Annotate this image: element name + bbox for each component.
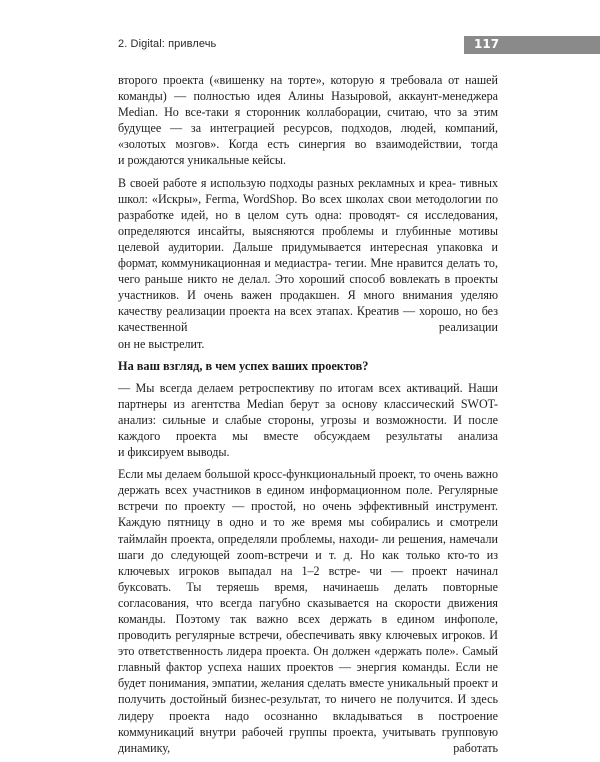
- text-line-last: и рождаются уникальные кейсы.: [118, 153, 287, 168]
- chapter-title: 2. Digital: привлечь: [118, 38, 217, 50]
- text-line: рабочей группы проекта, учитывать групповую динамику, работать: [118, 724, 498, 755]
- paragraph-3: [118, 380, 498, 460]
- text-line: желания сделать вместе уникальный проект и получить достойный: [118, 676, 498, 707]
- text-line: проектов — энергия команды. Если не будет понимания, эмпатии,: [118, 660, 498, 691]
- paragraph-2: [118, 175, 498, 352]
- text-line: бизнес-результат, то ничего не получится. И здесь лидеру проекта: [118, 692, 498, 723]
- text-line: И после каждого проекта мы вместе обсуждаем результаты анализа: [118, 412, 498, 443]
- text-line: тегии. Мне нравится делать то, чего раньше никто не делал. Это: [118, 256, 498, 287]
- text-line: В своей работе я использую подходы разных рекламных и креа-: [118, 175, 456, 190]
- text-line: второго проекта («вишенку на торте», которую я требовала от нашей: [118, 73, 498, 87]
- text-line: — Мы всегда делаем ретроспективу по итогам всех активаций.: [118, 380, 469, 395]
- text-line-last: он не выстрелит.: [118, 336, 205, 351]
- page-number: 117: [474, 37, 500, 51]
- text-line: на всех этапах. Креатив — хорошо, но без качественной реализации: [118, 304, 498, 335]
- text-line: Он должен «держать поле». Самый главный фактор успеха наших: [118, 644, 498, 675]
- text-line: продакшен. Я много внимания уделяю качеству реализации проекта: [118, 288, 498, 319]
- text-line: делать повторные согласования, что всегда пагубно сказывается: [118, 579, 498, 610]
- paragraph-1: [118, 72, 498, 169]
- text-line: и глубинные мотивы целевой аудитории. Дальше придумывается: [118, 223, 498, 254]
- text-line: «золотых мозгов». Когда есть синергия во взаимодействии, тогда: [118, 137, 498, 152]
- text-line-last: и фиксируем выводы.: [118, 445, 230, 460]
- text-line: Если мы делаем большой кросс-функциональный проект, то очень: [118, 467, 467, 482]
- text-line: будущее — за интеграцией ресурсов, подходов, людей, компаний,: [118, 121, 498, 136]
- text-line: на скорости движения команды. Поэтому так важно всех держать: [118, 595, 498, 626]
- text-line: хороший способ вовлекать в проекты участников. И очень важен: [118, 272, 498, 303]
- question-heading: На ваш взгляд, в чем успех ваших проектов?: [118, 358, 369, 373]
- text-line: надо осознанно вкладываться в построение коммуникаций внутри: [118, 708, 498, 739]
- text-line: ся исследования, определяются инсайты, выясняются проблемы: [118, 207, 498, 238]
- paragraph-4: [118, 466, 498, 756]
- text-line: важно держать всех участников в едином информационном поле.: [118, 467, 498, 498]
- text-line: инструмент. Каждую пятницу в одно и то же время мы собирались: [118, 499, 498, 530]
- text-line: интересная упаковка и формат, коммуникационная и медиастра-: [118, 239, 498, 271]
- text-line: SWOT-анализ: сильные и слабые стороны, угрозы и возможности.: [118, 396, 498, 427]
- text-line: ли решения, намечали шаги до следующей zoom-встречи и т. д.: [118, 531, 498, 562]
- text-line: чи — проект начинал буксовать. Ты теряешь время, начинаешь: [118, 563, 498, 594]
- text-line: тивных школ: «Искры», Ferma, WordShop. Во всех школах свои: [118, 175, 498, 206]
- text-line: Наши партнеры из агентства Median берут за основу классический: [118, 380, 498, 411]
- text-line: команды) — полностью идея Алины Назыровой, аккаунт-менеджера: [118, 89, 498, 104]
- body-text: [118, 72, 498, 762]
- text-line: методологии по разработке идей, но в целом суть одна: проводят-: [118, 191, 498, 222]
- text-line: Median. Но все-таки я сторонник коллаборации, считаю, что за этим: [118, 105, 498, 120]
- page-header: [118, 36, 516, 56]
- text-line: в едином инфополе, проводить регулярные встречи, обеспечивать: [118, 612, 498, 643]
- text-line: явку ключевых игроков. И это ответственность лидера проекта.: [118, 628, 498, 659]
- text-line: и смотрели таймлайн проекта, определяли проблемы, находи-: [118, 515, 498, 546]
- text-line: Регулярные встречи по проекту — простой, но очень эффективный: [118, 483, 498, 514]
- text-line: Но как только кто-то из ключевых игроков выпадал на 1–2 встре-: [118, 547, 498, 578]
